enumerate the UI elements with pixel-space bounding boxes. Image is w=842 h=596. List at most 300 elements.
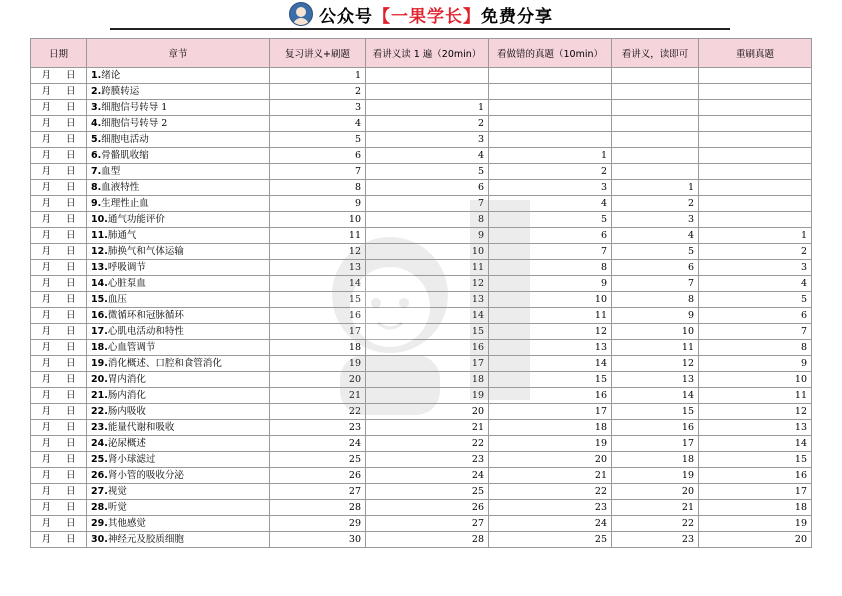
- skim-notes-cell: [612, 116, 699, 132]
- date-cell[interactable]: 月 日: [31, 468, 87, 484]
- skim-notes-cell: 1: [612, 180, 699, 196]
- wrong-questions-cell: 16: [489, 388, 612, 404]
- redo-questions-cell: 19: [699, 516, 812, 532]
- read-notes-cell: 26: [366, 500, 489, 516]
- column-header-redo-questions: 重刷真题: [699, 39, 812, 68]
- table-row: [31, 100, 812, 116]
- chapter-title: 肠内消化: [107, 390, 146, 401]
- chapter-cell: [87, 532, 270, 548]
- skim-notes-cell: 7: [612, 276, 699, 292]
- chapter-cell: [87, 68, 270, 84]
- date-cell[interactable]: 月 日: [31, 356, 87, 372]
- skim-notes-cell: 16: [612, 420, 699, 436]
- read-notes-cell: [366, 84, 489, 100]
- wrong-questions-cell: 21: [489, 468, 612, 484]
- chapter-number: 21.: [91, 390, 108, 401]
- chapter-cell: [87, 228, 270, 244]
- read-notes-cell: 14: [366, 308, 489, 324]
- wrong-questions-cell: 11: [489, 308, 612, 324]
- date-cell[interactable]: 月 日: [31, 292, 87, 308]
- review-practice-cell: 4: [270, 116, 366, 132]
- chapter-number: 18.: [91, 342, 108, 353]
- review-practice-cell: 11: [270, 228, 366, 244]
- wrong-questions-cell: 1: [489, 148, 612, 164]
- chapter-title: 肺通气: [107, 230, 137, 241]
- header-suffix: 免费分享: [481, 6, 553, 27]
- skim-notes-cell: 6: [612, 260, 699, 276]
- date-cell[interactable]: 月 日: [31, 132, 87, 148]
- chapter-number: 9.: [91, 198, 102, 209]
- chapter-number: 8.: [91, 182, 102, 193]
- review-practice-cell: 25: [270, 452, 366, 468]
- skim-notes-cell: 5: [612, 244, 699, 260]
- redo-questions-cell: 15: [699, 452, 812, 468]
- date-cell[interactable]: 月 日: [31, 276, 87, 292]
- read-notes-cell: 21: [366, 420, 489, 436]
- chapter-number: 27.: [91, 486, 108, 497]
- chapter-cell: [87, 388, 270, 404]
- chapter-cell: [87, 116, 270, 132]
- review-practice-cell: 28: [270, 500, 366, 516]
- page-header: [0, 0, 842, 28]
- table-row: [31, 532, 812, 548]
- skim-notes-cell: 15: [612, 404, 699, 420]
- chapter-cell: [87, 436, 270, 452]
- chapter-title: 肾小球滤过: [107, 454, 156, 465]
- review-practice-cell: 13: [270, 260, 366, 276]
- skim-notes-cell: 3: [612, 212, 699, 228]
- wrong-questions-cell: 2: [489, 164, 612, 180]
- chapter-cell: [87, 404, 270, 420]
- wrong-questions-cell: 3: [489, 180, 612, 196]
- skim-notes-cell: [612, 132, 699, 148]
- chapter-number: 1.: [91, 70, 102, 81]
- chapter-cell: [87, 308, 270, 324]
- date-cell[interactable]: 月 日: [31, 164, 87, 180]
- column-header-skim-notes: 看讲义，读即可: [612, 39, 699, 68]
- chapter-title: 肾小管的吸收分泌: [107, 470, 184, 481]
- read-notes-cell: 9: [366, 228, 489, 244]
- chapter-cell: [87, 372, 270, 388]
- review-practice-cell: 23: [270, 420, 366, 436]
- table-row: [31, 372, 812, 388]
- review-practice-cell: 21: [270, 388, 366, 404]
- table-row: [31, 388, 812, 404]
- table-row: [31, 228, 812, 244]
- skim-notes-cell: [612, 164, 699, 180]
- chapter-number: 23.: [91, 422, 108, 433]
- skim-notes-cell: 2: [612, 196, 699, 212]
- read-notes-cell: 5: [366, 164, 489, 180]
- date-cell[interactable]: 月 日: [31, 420, 87, 436]
- wrong-questions-cell: [489, 132, 612, 148]
- chapter-cell: [87, 196, 270, 212]
- chapter-title: 能量代谢和吸收: [107, 422, 175, 433]
- chapter-number: 25.: [91, 454, 108, 465]
- read-notes-cell: [366, 68, 489, 84]
- wrong-questions-cell: 8: [489, 260, 612, 276]
- chapter-title: 骨骼肌收缩: [101, 150, 149, 161]
- table-row: [31, 84, 812, 100]
- redo-questions-cell: [699, 132, 812, 148]
- chapter-cell: [87, 244, 270, 260]
- skim-notes-cell: 23: [612, 532, 699, 548]
- date-cell[interactable]: 月 日: [31, 532, 87, 548]
- table-row: [31, 276, 812, 292]
- date-cell[interactable]: 月 日: [31, 244, 87, 260]
- header-bracket-close: 】: [463, 6, 481, 27]
- date-cell[interactable]: 月 日: [31, 260, 87, 276]
- chapter-title: 生理性止血: [101, 198, 149, 209]
- date-cell[interactable]: 月 日: [31, 308, 87, 324]
- chapter-number: 11.: [91, 230, 108, 241]
- chapter-cell: [87, 356, 270, 372]
- skim-notes-cell: 22: [612, 516, 699, 532]
- wrong-questions-cell: 19: [489, 436, 612, 452]
- chapter-cell: [87, 468, 270, 484]
- wrong-questions-cell: [489, 84, 612, 100]
- date-cell[interactable]: 月 日: [31, 228, 87, 244]
- read-notes-cell: 8: [366, 212, 489, 228]
- table-row: [31, 212, 812, 228]
- date-cell[interactable]: 月 日: [31, 516, 87, 532]
- chapter-number: 14.: [91, 278, 108, 289]
- chapter-cell: [87, 180, 270, 196]
- redo-questions-cell: 7: [699, 324, 812, 340]
- skim-notes-cell: 21: [612, 500, 699, 516]
- chapter-number: 20.: [91, 374, 108, 385]
- wrong-questions-cell: 25: [489, 532, 612, 548]
- header-bracket-open: 【: [373, 6, 391, 27]
- wrong-questions-cell: 9: [489, 276, 612, 292]
- chapter-cell: [87, 340, 270, 356]
- column-header-review-practice: 复习讲义+刷题: [270, 39, 366, 68]
- chapter-cell: [87, 132, 270, 148]
- chapter-title: 通气功能评价: [107, 214, 165, 225]
- chapter-number: 7.: [91, 166, 102, 177]
- chapter-title: 跨膜转运: [101, 86, 140, 97]
- skim-notes-cell: 12: [612, 356, 699, 372]
- table-row: [31, 68, 812, 84]
- read-notes-cell: 13: [366, 292, 489, 308]
- table-row: [31, 196, 812, 212]
- date-cell[interactable]: 月 日: [31, 148, 87, 164]
- wrong-questions-cell: 23: [489, 500, 612, 516]
- wrong-questions-cell: [489, 116, 612, 132]
- redo-questions-cell: 8: [699, 340, 812, 356]
- wrong-questions-cell: 6: [489, 228, 612, 244]
- wrong-questions-cell: 14: [489, 356, 612, 372]
- chapter-title: 听觉: [107, 502, 127, 513]
- wrong-questions-cell: 4: [489, 196, 612, 212]
- table-row: [31, 244, 812, 260]
- date-cell[interactable]: 月 日: [31, 68, 87, 84]
- date-cell[interactable]: 月 日: [31, 436, 87, 452]
- chapter-number: 2.: [91, 86, 102, 97]
- redo-questions-cell: 5: [699, 292, 812, 308]
- chapter-title: 心血管调节: [107, 342, 156, 353]
- review-practice-cell: 14: [270, 276, 366, 292]
- read-notes-cell: 2: [366, 116, 489, 132]
- date-cell[interactable]: 月 日: [31, 100, 87, 116]
- wrong-questions-cell: 24: [489, 516, 612, 532]
- date-cell[interactable]: 月 日: [31, 452, 87, 468]
- read-notes-cell: 17: [366, 356, 489, 372]
- table-row: [31, 180, 812, 196]
- avatar-icon: [289, 2, 313, 26]
- chapter-number: 13.: [91, 262, 108, 273]
- read-notes-cell: 6: [366, 180, 489, 196]
- column-header-read-notes: 看讲义读 1 遍（20min）: [366, 39, 489, 68]
- chapter-number: 26.: [91, 470, 108, 481]
- review-practice-cell: 26: [270, 468, 366, 484]
- redo-questions-cell: [699, 148, 812, 164]
- wrong-questions-cell: 18: [489, 420, 612, 436]
- redo-questions-cell: 11: [699, 388, 812, 404]
- review-practice-cell: 16: [270, 308, 366, 324]
- wrong-questions-cell: 7: [489, 244, 612, 260]
- read-notes-cell: 16: [366, 340, 489, 356]
- review-practice-cell: 20: [270, 372, 366, 388]
- review-practice-cell: 24: [270, 436, 366, 452]
- review-practice-cell: 30: [270, 532, 366, 548]
- table-row: [31, 148, 812, 164]
- skim-notes-cell: [612, 100, 699, 116]
- read-notes-cell: 1: [366, 100, 489, 116]
- chapter-title: 血液特性: [101, 182, 140, 193]
- skim-notes-cell: 10: [612, 324, 699, 340]
- wrong-questions-cell: 5: [489, 212, 612, 228]
- chapter-title: 视觉: [107, 486, 127, 497]
- column-header-wrong-questions: 看做错的真题（10min）: [489, 39, 612, 68]
- header-prefix: 公众号: [319, 6, 373, 27]
- chapter-title: 心脏泵血: [107, 278, 146, 289]
- chapter-cell: [87, 148, 270, 164]
- date-cell[interactable]: 月 日: [31, 340, 87, 356]
- chapter-cell: [87, 500, 270, 516]
- table-row: [31, 356, 812, 372]
- read-notes-cell: 11: [366, 260, 489, 276]
- chapter-number: 19.: [91, 358, 108, 369]
- wrong-questions-cell: 13: [489, 340, 612, 356]
- read-notes-cell: 23: [366, 452, 489, 468]
- table-row: [31, 468, 812, 484]
- redo-questions-cell: [699, 116, 812, 132]
- read-notes-cell: 3: [366, 132, 489, 148]
- read-notes-cell: 27: [366, 516, 489, 532]
- chapter-title: 呼吸调节: [107, 262, 146, 273]
- redo-questions-cell: 4: [699, 276, 812, 292]
- read-notes-cell: 25: [366, 484, 489, 500]
- table-header-row: [31, 39, 812, 68]
- wrong-questions-cell: 15: [489, 372, 612, 388]
- chapter-cell: [87, 324, 270, 340]
- read-notes-cell: 28: [366, 532, 489, 548]
- table-row: [31, 500, 812, 516]
- skim-notes-cell: [612, 68, 699, 84]
- chapter-number: 30.: [91, 534, 108, 545]
- review-practice-cell: 5: [270, 132, 366, 148]
- wrong-questions-cell: 20: [489, 452, 612, 468]
- redo-questions-cell: [699, 100, 812, 116]
- redo-questions-cell: [699, 180, 812, 196]
- skim-notes-cell: [612, 84, 699, 100]
- read-notes-cell: 19: [366, 388, 489, 404]
- chapter-number: 5.: [91, 134, 102, 145]
- date-cell[interactable]: 月 日: [31, 116, 87, 132]
- read-notes-cell: 10: [366, 244, 489, 260]
- review-practice-cell: 6: [270, 148, 366, 164]
- review-practice-cell: 22: [270, 404, 366, 420]
- redo-questions-cell: [699, 212, 812, 228]
- chapter-number: 12.: [91, 246, 108, 257]
- date-cell[interactable]: 月 日: [31, 196, 87, 212]
- wrong-questions-cell: 22: [489, 484, 612, 500]
- column-header-chapter: 章节: [87, 39, 270, 68]
- chapter-cell: [87, 516, 270, 532]
- redo-questions-cell: [699, 84, 812, 100]
- redo-questions-cell: 6: [699, 308, 812, 324]
- redo-questions-cell: [699, 68, 812, 84]
- chapter-number: 16.: [91, 310, 108, 321]
- chapter-title: 绪论: [101, 70, 121, 81]
- read-notes-cell: 22: [366, 436, 489, 452]
- review-practice-cell: 15: [270, 292, 366, 308]
- chapter-title: 胃内消化: [107, 374, 146, 385]
- chapter-number: 4.: [91, 118, 102, 129]
- chapter-cell: [87, 276, 270, 292]
- date-cell[interactable]: 月 日: [31, 404, 87, 420]
- column-header-date: 日期: [31, 39, 87, 68]
- read-notes-cell: 18: [366, 372, 489, 388]
- review-practice-cell: 1: [270, 68, 366, 84]
- review-practice-cell: 27: [270, 484, 366, 500]
- read-notes-cell: 15: [366, 324, 489, 340]
- date-cell[interactable]: 月 日: [31, 484, 87, 500]
- review-practice-cell: 18: [270, 340, 366, 356]
- date-cell[interactable]: 月 日: [31, 84, 87, 100]
- read-notes-cell: 20: [366, 404, 489, 420]
- review-practice-cell: 12: [270, 244, 366, 260]
- header-brand: 一果学长: [391, 6, 463, 27]
- chapter-number: 24.: [91, 438, 108, 449]
- chapter-title: 肠内吸收: [107, 406, 146, 417]
- table-row: [31, 116, 812, 132]
- skim-notes-cell: 4: [612, 228, 699, 244]
- date-cell[interactable]: 月 日: [31, 324, 87, 340]
- chapter-title: 细胞信号转导 2: [101, 118, 168, 129]
- chapter-number: 28.: [91, 502, 108, 513]
- table-row: [31, 132, 812, 148]
- skim-notes-cell: 8: [612, 292, 699, 308]
- skim-notes-cell: 9: [612, 308, 699, 324]
- chapter-cell: [87, 212, 270, 228]
- review-practice-cell: 10: [270, 212, 366, 228]
- table-row: [31, 484, 812, 500]
- chapter-title: 细胞信号转导 1: [101, 102, 168, 113]
- review-practice-cell: 9: [270, 196, 366, 212]
- chapter-title: 泌尿概述: [107, 438, 146, 449]
- chapter-cell: [87, 164, 270, 180]
- redo-questions-cell: 14: [699, 436, 812, 452]
- header-title: [319, 2, 553, 27]
- redo-questions-cell: [699, 196, 812, 212]
- chapter-title: 血型: [101, 166, 121, 177]
- chapter-cell: [87, 452, 270, 468]
- chapter-title: 细胞电活动: [101, 134, 149, 145]
- redo-questions-cell: [699, 164, 812, 180]
- redo-questions-cell: 10: [699, 372, 812, 388]
- redo-questions-cell: 13: [699, 420, 812, 436]
- chapter-title: 微循环和冠脉循环: [107, 310, 184, 321]
- wrong-questions-cell: 17: [489, 404, 612, 420]
- table-row: [31, 292, 812, 308]
- table-row: [31, 452, 812, 468]
- redo-questions-cell: 9: [699, 356, 812, 372]
- date-cell[interactable]: 月 日: [31, 500, 87, 516]
- skim-notes-cell: 13: [612, 372, 699, 388]
- chapter-number: 6.: [91, 150, 102, 161]
- wrong-questions-cell: [489, 68, 612, 84]
- date-cell[interactable]: 月 日: [31, 212, 87, 228]
- read-notes-cell: 7: [366, 196, 489, 212]
- review-practice-cell: 8: [270, 180, 366, 196]
- skim-notes-cell: 19: [612, 468, 699, 484]
- table-row: [31, 436, 812, 452]
- read-notes-cell: 4: [366, 148, 489, 164]
- table-row: [31, 260, 812, 276]
- chapter-title: 肺换气和气体运输: [107, 246, 184, 257]
- chapter-number: 22.: [91, 406, 108, 417]
- review-practice-cell: 2: [270, 84, 366, 100]
- chapter-number: 17.: [91, 326, 108, 337]
- redo-questions-cell: 17: [699, 484, 812, 500]
- wrong-questions-cell: 12: [489, 324, 612, 340]
- redo-questions-cell: 20: [699, 532, 812, 548]
- chapter-cell: [87, 420, 270, 436]
- chapter-title: 血压: [107, 294, 127, 305]
- review-practice-cell: 19: [270, 356, 366, 372]
- review-practice-cell: 7: [270, 164, 366, 180]
- redo-questions-cell: 1: [699, 228, 812, 244]
- chapter-number: 10.: [91, 214, 108, 225]
- chapter-cell: [87, 260, 270, 276]
- chapter-title: 心肌电活动和特性: [107, 326, 184, 337]
- date-cell[interactable]: 月 日: [31, 388, 87, 404]
- table-row: [31, 420, 812, 436]
- skim-notes-cell: 14: [612, 388, 699, 404]
- review-practice-cell: 3: [270, 100, 366, 116]
- table-row: [31, 164, 812, 180]
- skim-notes-cell: 11: [612, 340, 699, 356]
- table-row: [31, 516, 812, 532]
- wrong-questions-cell: [489, 100, 612, 116]
- review-practice-cell: 29: [270, 516, 366, 532]
- chapter-title: 其他感觉: [107, 518, 146, 529]
- redo-questions-cell: 16: [699, 468, 812, 484]
- wrong-questions-cell: 10: [489, 292, 612, 308]
- read-notes-cell: 24: [366, 468, 489, 484]
- skim-notes-cell: [612, 148, 699, 164]
- redo-questions-cell: 18: [699, 500, 812, 516]
- chapter-number: 3.: [91, 102, 102, 113]
- read-notes-cell: 12: [366, 276, 489, 292]
- date-cell[interactable]: 月 日: [31, 180, 87, 196]
- chapter-number: 29.: [91, 518, 108, 529]
- table-row: [31, 324, 812, 340]
- date-cell[interactable]: 月 日: [31, 372, 87, 388]
- chapter-cell: [87, 292, 270, 308]
